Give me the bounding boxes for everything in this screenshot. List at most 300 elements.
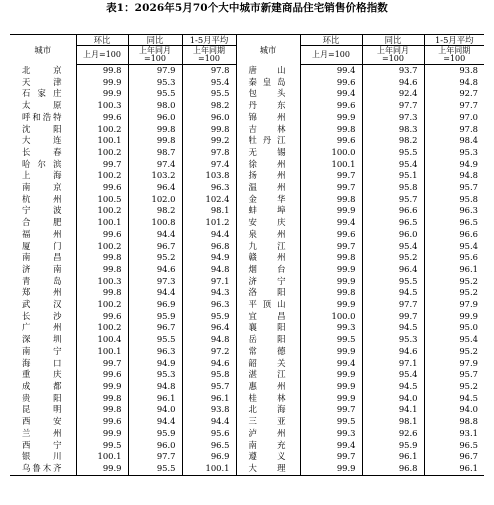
left-city-cell: 昆明	[22, 404, 62, 415]
left-yoy-cell: 94.8	[128, 381, 182, 393]
right-mom-cell: 99.4	[300, 217, 362, 229]
left-yoy-cell: 94.4	[128, 287, 182, 299]
left-yoy-cell: 95.3	[128, 77, 182, 89]
right-city-cell: 吉林	[236, 124, 300, 136]
right-avg-cell: 94.0	[424, 404, 484, 416]
right-mom-cell: 99.6	[300, 100, 362, 112]
right-yoy-cell: 92.6	[362, 428, 424, 440]
table-header	[10, 35, 484, 65]
table-row	[10, 135, 484, 147]
right-city-cell: 南充	[236, 440, 300, 452]
table-row	[10, 358, 484, 370]
city-column-header: 城市	[10, 35, 76, 65]
left-yoy-cell: 98.2	[128, 205, 182, 217]
right-avg-cell: 98.4	[424, 135, 484, 147]
left-yoy-cell: 96.0	[128, 112, 182, 124]
left-yoy-cell: 95.3	[128, 369, 182, 381]
right-avg-cell: 95.2	[424, 276, 484, 288]
left-yoy-cell: 96.4	[128, 182, 182, 194]
right-avg-cell: 96.6	[424, 229, 484, 241]
right-mom-cell: 99.7	[300, 451, 362, 463]
left-yoy-cell: 99.8	[128, 124, 182, 136]
right-yoy-cell: 94.6	[362, 346, 424, 358]
left-city-cell: 青岛	[22, 275, 62, 286]
left-mom-cell: 100.1	[76, 451, 128, 463]
left-avg-cell: 100.1	[182, 463, 236, 475]
left-city-cell: 沈阳	[22, 123, 62, 134]
table-row	[10, 229, 484, 241]
table-row	[10, 182, 484, 194]
table-body	[10, 65, 484, 476]
right-city-cell: 唐山	[236, 65, 300, 77]
right-city-cell: 湛江	[236, 369, 300, 381]
right-avg-cell: 95.7	[424, 369, 484, 381]
table-row	[10, 88, 484, 100]
right-mom-cell: 99.6	[300, 77, 362, 89]
right-avg-cell: 95.4	[424, 241, 484, 253]
left-mom-cell: 99.9	[76, 88, 128, 100]
right-yoy-cell: 95.7	[362, 194, 424, 206]
table-title: 表1：2026年5月70个大中城市新建商品住宅销售价格指数	[106, 2, 388, 14]
left-avg-cell: 94.9	[182, 252, 236, 264]
left-yoy-cell: 95.9	[128, 311, 182, 323]
left-avg-cell: 102.4	[182, 194, 236, 206]
left-mom-cell: 99.8	[76, 65, 128, 77]
left-avg-cell: 97.8	[182, 147, 236, 159]
right-yoy-cell: 94.5	[362, 322, 424, 334]
table-row	[10, 451, 484, 463]
left-yoy-cell: 97.7	[128, 451, 182, 463]
right-yoy-cell: 95.5	[362, 276, 424, 288]
left-mom-cell: 99.9	[76, 381, 128, 393]
left-city-cell: 石家庄	[22, 88, 62, 99]
left-avg-cell: 95.5	[182, 88, 236, 100]
right-mom-cell: 99.4	[300, 358, 362, 370]
right-city-cell: 温州	[236, 182, 300, 194]
table-row	[10, 124, 484, 136]
right-avg-cell: 95.7	[424, 182, 484, 194]
right-mom-cell: 99.3	[300, 428, 362, 440]
table-row	[10, 346, 484, 358]
table-row	[10, 147, 484, 159]
right-avg-cell: 95.4	[424, 334, 484, 346]
right-avg-cell: 95.2	[424, 287, 484, 299]
right-yoy-cell: 97.7	[362, 100, 424, 112]
right-city-cell: 锦州	[236, 112, 300, 124]
table-row	[10, 264, 484, 276]
right-avg-cell: 95.6	[424, 252, 484, 264]
right-avg-cell: 96.5	[424, 217, 484, 229]
left-city-cell: 厦门	[22, 240, 62, 251]
left-avg-cell: 95.7	[182, 381, 236, 393]
left-yoy-cell: 96.9	[128, 299, 182, 311]
right-mom-cell: 99.8	[300, 194, 362, 206]
right-city-cell: 遵义	[236, 451, 300, 463]
left-mom-cell: 99.8	[76, 393, 128, 405]
left-yoy-cell: 97.9	[128, 65, 182, 77]
table-row	[10, 416, 484, 428]
right-mom-cell: 99.6	[300, 135, 362, 147]
table-row	[10, 77, 484, 89]
left-mom-cell: 99.8	[76, 264, 128, 276]
left-mom-cell: 100.3	[76, 276, 128, 288]
left-mom-cell: 99.9	[76, 463, 128, 475]
left-mom-cell: 100.1	[76, 217, 128, 229]
left-city-cell: 西宁	[22, 439, 62, 450]
left-city-cell: 上海	[22, 170, 62, 181]
left-yoy-cell: 96.0	[128, 440, 182, 452]
right-mom-cell: 99.9	[300, 381, 362, 393]
table-row	[10, 170, 484, 182]
right-mom-cell: 100.0	[300, 147, 362, 159]
right-mom-cell: 100.0	[300, 311, 362, 323]
right-avg-cell: 96.1	[424, 463, 484, 475]
right-city-cell: 牡丹江	[236, 135, 300, 147]
right-city-cell: 丹东	[236, 100, 300, 112]
right-yoy-cell: 96.1	[362, 451, 424, 463]
left-avg-cell: 95.6	[182, 428, 236, 440]
right-mom-cell: 99.9	[300, 346, 362, 358]
left-yoy-cell: 97.3	[128, 276, 182, 288]
right-city-cell: 济宁	[236, 276, 300, 288]
left-yoy-cell: 96.1	[128, 393, 182, 405]
left-city-cell: 福州	[22, 228, 62, 239]
left-yoy-cell: 95.2	[128, 252, 182, 264]
left-mom-cell: 99.7	[76, 159, 128, 171]
left-avg-cell: 93.8	[182, 404, 236, 416]
table-row	[10, 287, 484, 299]
right-avg-cell: 94.9	[424, 159, 484, 171]
left-mom-cell: 100.3	[76, 100, 128, 112]
avg-column-header: 1-5月平均	[182, 35, 236, 46]
right-city-cell: 泉州	[236, 229, 300, 241]
left-mom-cell: 100.4	[76, 334, 128, 346]
left-city-cell: 北京	[22, 64, 62, 75]
left-yoy-cell: 98.0	[128, 100, 182, 112]
table-row	[10, 65, 484, 77]
right-yoy-cell: 98.1	[362, 416, 424, 428]
table-row	[10, 217, 484, 229]
right-mom-cell: 99.9	[300, 205, 362, 217]
right-avg-cell: 97.8	[424, 124, 484, 136]
left-avg-cell: 96.0	[182, 112, 236, 124]
right-mom-cell: 99.7	[300, 241, 362, 253]
left-avg-cell: 96.8	[182, 241, 236, 253]
left-avg-cell: 97.1	[182, 276, 236, 288]
right-yoy-cell: 92.4	[362, 88, 424, 100]
left-yoy-cell: 99.8	[128, 135, 182, 147]
right-mom-cell: 99.9	[300, 299, 362, 311]
right-mom-cell: 99.9	[300, 112, 362, 124]
left-avg-cell: 96.9	[182, 451, 236, 463]
right-city-cell: 烟台	[236, 264, 300, 276]
right-mom-cell: 99.8	[300, 124, 362, 136]
right-avg-cell: 97.7	[424, 100, 484, 112]
left-city-cell: 杭州	[22, 193, 62, 204]
left-yoy-cell: 94.9	[128, 358, 182, 370]
right-avg-cell: 93.1	[424, 428, 484, 440]
right-city-cell: 洛阳	[236, 287, 300, 299]
right-city-cell: 平顶山	[236, 299, 300, 311]
left-mom-cell: 100.2	[76, 241, 128, 253]
left-avg-cell: 96.5	[182, 440, 236, 452]
right-yoy-cell: 97.7	[362, 299, 424, 311]
table-row	[10, 463, 484, 475]
left-yoy-cell: 100.8	[128, 217, 182, 229]
right-avg-cell: 93.8	[424, 65, 484, 77]
right-mom-cell: 99.8	[300, 252, 362, 264]
left-mom-cell: 99.8	[76, 252, 128, 264]
left-yoy-cell: 94.0	[128, 404, 182, 416]
table-row	[10, 334, 484, 346]
table-row	[10, 369, 484, 381]
left-yoy-cell: 97.4	[128, 159, 182, 171]
right-yoy-cell: 95.4	[362, 241, 424, 253]
right-mom-cell: 99.7	[300, 170, 362, 182]
left-mom-cell: 100.2	[76, 205, 128, 217]
right-yoy-cell: 95.9	[362, 440, 424, 452]
right-city-cell: 宜昌	[236, 311, 300, 323]
right-yoy-cell: 99.7	[362, 311, 424, 323]
left-city-cell: 重庆	[22, 369, 62, 380]
left-city-cell: 哈尔滨	[22, 158, 62, 169]
left-mom-cell: 99.6	[76, 229, 128, 241]
left-avg-cell: 98.2	[182, 100, 236, 112]
left-avg-cell: 96.4	[182, 322, 236, 334]
left-city-cell: 海口	[22, 357, 62, 368]
right-city-cell: 襄阳	[236, 322, 300, 334]
right-avg-cell: 96.3	[424, 205, 484, 217]
right-yoy-cell: 96.5	[362, 217, 424, 229]
left-city-cell: 长春	[22, 146, 62, 157]
table-row	[10, 112, 484, 124]
left-mom-cell: 100.5	[76, 194, 128, 206]
table-row	[10, 194, 484, 206]
right-yoy-cell: 97.1	[362, 358, 424, 370]
left-city-cell: 宁波	[22, 205, 62, 216]
left-city-cell: 太原	[22, 100, 62, 111]
left-yoy-cell: 95.5	[128, 334, 182, 346]
right-city-cell: 赣州	[236, 252, 300, 264]
yoy-column-header-right: 同比	[362, 35, 424, 46]
right-avg-cell: 96.1	[424, 264, 484, 276]
right-avg-cell: 99.9	[424, 311, 484, 323]
table-row	[10, 393, 484, 405]
right-yoy-cell: 94.0	[362, 393, 424, 405]
right-mom-cell: 99.5	[300, 334, 362, 346]
left-mom-cell: 100.2	[76, 124, 128, 136]
left-mom-cell: 100.2	[76, 147, 128, 159]
right-city-cell: 秦皇岛	[236, 77, 300, 89]
left-mom-cell: 99.9	[76, 428, 128, 440]
left-yoy-cell: 103.2	[128, 170, 182, 182]
right-avg-cell: 95.0	[424, 322, 484, 334]
left-mom-cell: 99.7	[76, 358, 128, 370]
left-city-cell: 南宁	[22, 345, 62, 356]
left-mom-cell: 99.9	[76, 77, 128, 89]
right-yoy-cell: 94.5	[362, 287, 424, 299]
left-avg-cell: 99.8	[182, 124, 236, 136]
left-avg-cell: 103.8	[182, 170, 236, 182]
table-row	[10, 159, 484, 171]
left-mom-cell: 99.6	[76, 182, 128, 194]
right-city-cell: 包头	[236, 88, 300, 100]
right-avg-cell: 92.7	[424, 88, 484, 100]
right-city-cell: 安庆	[236, 217, 300, 229]
right-yoy-cell: 94.1	[362, 404, 424, 416]
yoy-column-header: 同比	[128, 35, 182, 46]
table-row	[10, 404, 484, 416]
right-avg-cell: 97.0	[424, 112, 484, 124]
left-avg-cell: 97.8	[182, 65, 236, 77]
right-avg-cell: 95.8	[424, 194, 484, 206]
left-avg-cell: 94.4	[182, 416, 236, 428]
right-yoy-cell: 95.5	[362, 147, 424, 159]
left-mom-cell: 99.6	[76, 311, 128, 323]
price-index-table	[10, 34, 484, 476]
left-yoy-cell: 94.4	[128, 416, 182, 428]
left-mom-cell: 99.8	[76, 287, 128, 299]
left-city-cell: 南昌	[22, 252, 62, 263]
left-yoy-cell: 95.9	[128, 428, 182, 440]
left-city-cell: 天津	[22, 76, 62, 87]
left-city-cell: 大连	[22, 135, 62, 146]
left-mom-cell: 99.6	[76, 112, 128, 124]
left-yoy-cell: 96.7	[128, 241, 182, 253]
left-city-cell: 兰州	[22, 427, 62, 438]
right-city-cell: 岳阳	[236, 334, 300, 346]
left-city-cell: 合肥	[22, 217, 62, 228]
left-yoy-cell: 95.5	[128, 463, 182, 475]
left-avg-cell: 96.3	[182, 299, 236, 311]
left-city-cell: 银川	[22, 451, 62, 462]
left-city-cell: 乌鲁木齐	[10, 463, 76, 475]
table-row	[10, 440, 484, 452]
left-mom-cell: 100.2	[76, 322, 128, 334]
yoy-subheader-right: 上年同月 =100	[362, 46, 424, 65]
right-mom-cell: 99.8	[300, 287, 362, 299]
left-city-cell: 呼和浩特	[22, 111, 62, 122]
left-mom-cell: 100.1	[76, 135, 128, 147]
right-yoy-cell: 96.8	[362, 463, 424, 475]
table-row	[10, 322, 484, 334]
right-city-cell: 泸州	[236, 428, 300, 440]
table-row	[10, 252, 484, 264]
right-mom-cell: 99.9	[300, 463, 362, 475]
avg-subheader: 上年同期 =100	[182, 46, 236, 65]
left-avg-cell: 95.8	[182, 369, 236, 381]
right-city-cell: 韶关	[236, 358, 300, 370]
right-avg-cell: 98.8	[424, 416, 484, 428]
right-yoy-cell: 95.1	[362, 170, 424, 182]
right-avg-cell: 95.2	[424, 346, 484, 358]
table-row	[10, 381, 484, 393]
left-yoy-cell: 96.3	[128, 346, 182, 358]
left-city-cell: 贵阳	[22, 392, 62, 403]
left-avg-cell: 101.2	[182, 217, 236, 229]
left-mom-cell: 100.2	[76, 170, 128, 182]
left-avg-cell: 94.8	[182, 334, 236, 346]
right-mom-cell: 99.4	[300, 65, 362, 77]
left-city-cell: 西安	[22, 416, 62, 427]
left-avg-cell: 98.1	[182, 205, 236, 217]
right-mom-cell: 99.9	[300, 276, 362, 288]
mom-column-header: 环比	[76, 35, 128, 46]
table-row	[10, 205, 484, 217]
right-avg-cell: 96.7	[424, 451, 484, 463]
left-avg-cell: 96.1	[182, 393, 236, 405]
left-avg-cell: 95.4	[182, 77, 236, 89]
right-yoy-cell: 96.0	[362, 229, 424, 241]
right-mom-cell: 99.4	[300, 440, 362, 452]
left-avg-cell: 94.8	[182, 264, 236, 276]
right-mom-cell: 99.7	[300, 404, 362, 416]
left-yoy-cell: 98.7	[128, 147, 182, 159]
right-mom-cell: 99.4	[300, 88, 362, 100]
left-city-cell: 武汉	[22, 299, 62, 310]
right-city-cell: 无锡	[236, 147, 300, 159]
left-city-cell: 深圳	[22, 334, 62, 345]
table-row	[10, 299, 484, 311]
right-avg-cell: 97.9	[424, 299, 484, 311]
avg-subheader-right: 上年同期 =100	[424, 46, 484, 65]
right-mom-cell: 99.7	[300, 182, 362, 194]
right-yoy-cell: 98.3	[362, 124, 424, 136]
right-yoy-cell: 95.4	[362, 369, 424, 381]
right-yoy-cell: 95.3	[362, 334, 424, 346]
right-avg-cell: 94.8	[424, 170, 484, 182]
right-city-cell: 大理	[236, 463, 300, 475]
right-avg-cell: 95.2	[424, 381, 484, 393]
left-yoy-cell: 102.0	[128, 194, 182, 206]
left-avg-cell: 96.3	[182, 182, 236, 194]
right-yoy-cell: 94.5	[362, 381, 424, 393]
right-yoy-cell: 96.4	[362, 264, 424, 276]
table-row	[10, 276, 484, 288]
table-row	[10, 311, 484, 323]
left-mom-cell: 100.1	[76, 346, 128, 358]
left-city-cell: 济南	[22, 263, 62, 274]
right-yoy-cell: 94.6	[362, 77, 424, 89]
left-avg-cell: 95.9	[182, 311, 236, 323]
yoy-subheader: 上年同月 =100	[128, 46, 182, 65]
right-mom-cell: 99.9	[300, 393, 362, 405]
city-column-header-right: 城市	[236, 35, 300, 65]
left-avg-cell: 94.3	[182, 287, 236, 299]
right-avg-cell: 97.9	[424, 358, 484, 370]
right-avg-cell: 95.3	[424, 147, 484, 159]
left-avg-cell: 94.6	[182, 358, 236, 370]
right-city-cell: 九江	[236, 241, 300, 253]
right-city-cell: 常德	[236, 346, 300, 358]
left-yoy-cell: 96.7	[128, 322, 182, 334]
left-city-cell: 南京	[22, 182, 62, 193]
left-mom-cell: 100.2	[76, 299, 128, 311]
right-city-cell: 金华	[236, 194, 300, 206]
right-city-cell: 惠州	[236, 381, 300, 393]
left-avg-cell: 99.2	[182, 135, 236, 147]
right-yoy-cell: 95.4	[362, 159, 424, 171]
avg-column-header-right: 1-5月平均	[424, 35, 484, 46]
right-city-cell: 扬州	[236, 170, 300, 182]
right-mom-cell: 99.6	[300, 229, 362, 241]
left-mom-cell: 99.5	[76, 440, 128, 452]
right-yoy-cell: 95.2	[362, 252, 424, 264]
mom-column-header-right: 环比	[300, 35, 362, 46]
left-city-cell: 长沙	[22, 310, 62, 321]
right-city-cell: 蚌埠	[236, 205, 300, 217]
right-mom-cell: 99.5	[300, 416, 362, 428]
